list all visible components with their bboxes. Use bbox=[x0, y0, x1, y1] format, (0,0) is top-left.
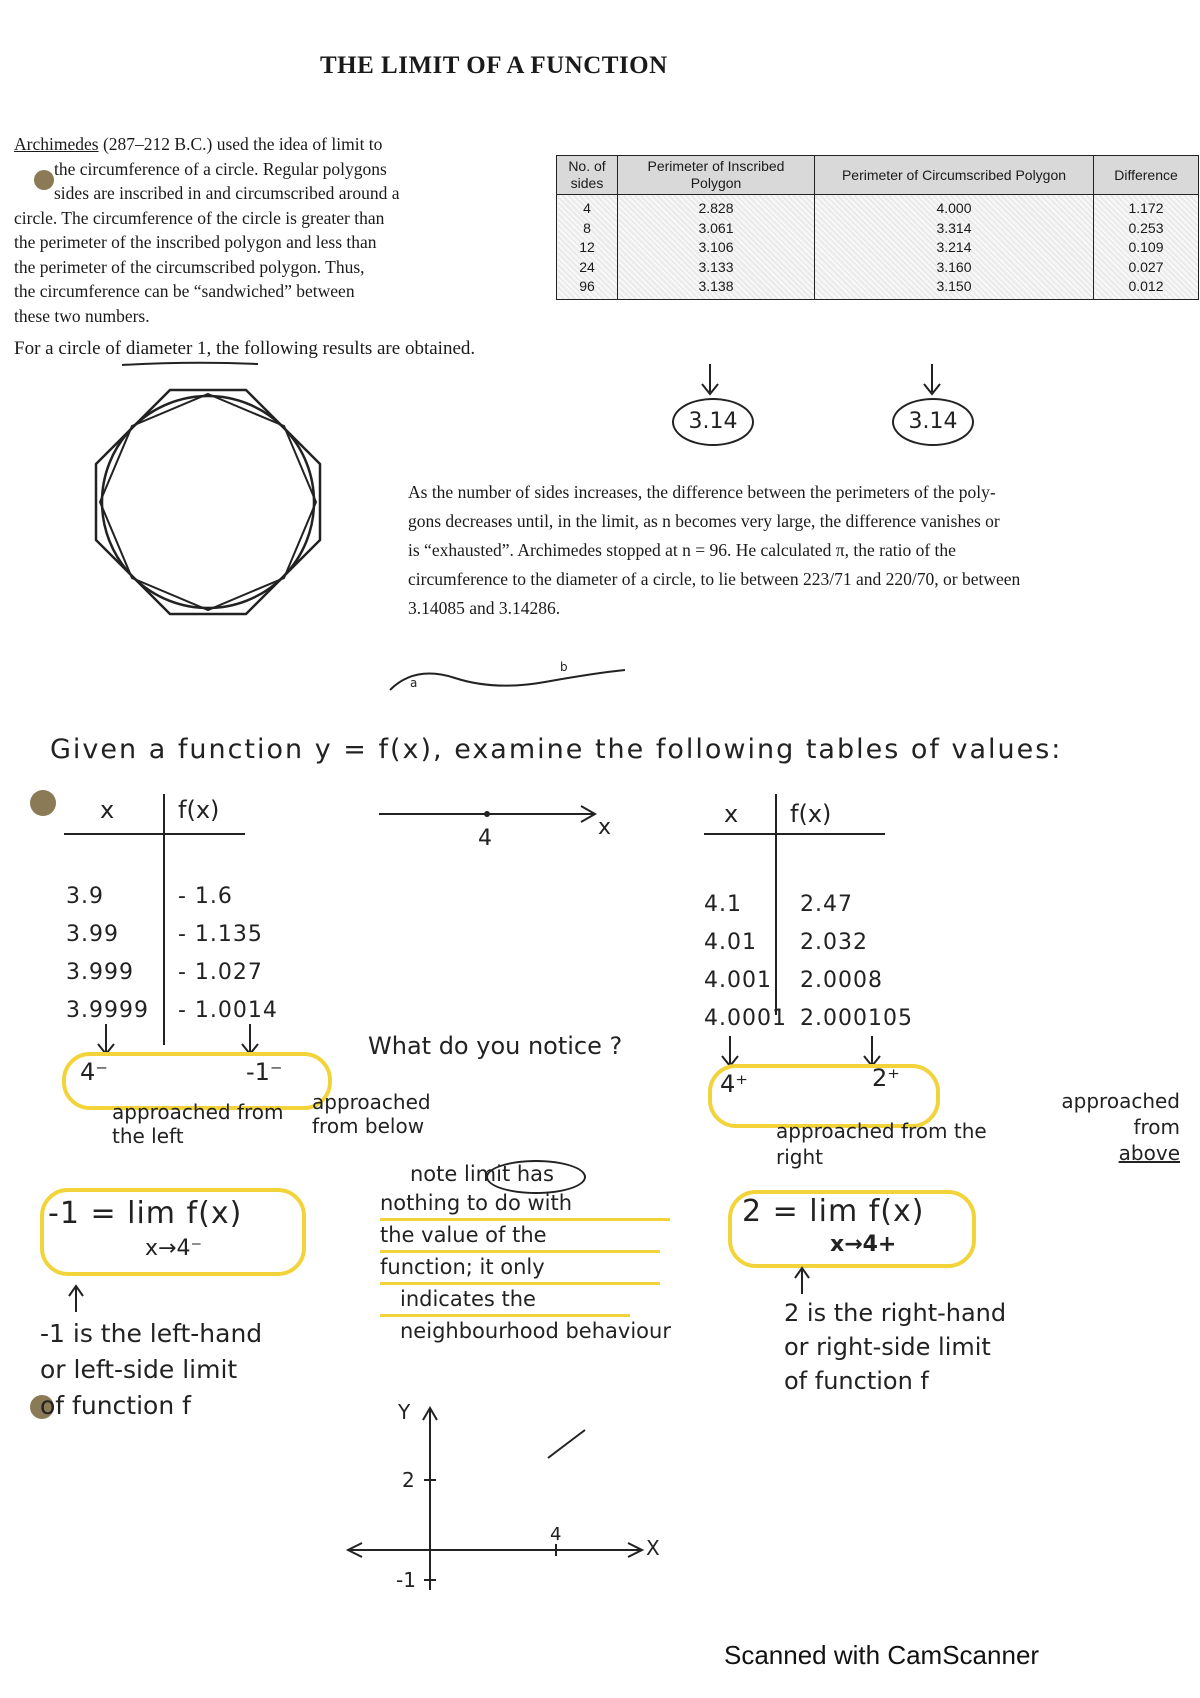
up-arrow bbox=[66, 1284, 86, 1314]
table-cell: 3.9999 bbox=[66, 998, 149, 1023]
table-cell: 2.47 bbox=[800, 892, 853, 917]
page-title: THE LIMIT OF A FUNCTION bbox=[320, 52, 668, 79]
table-cell: 3.99 bbox=[66, 922, 119, 947]
inscribed-value: 3.133 bbox=[698, 258, 734, 275]
graph-y-tick: -1 bbox=[396, 1568, 416, 1592]
graph-x-tick: 4 bbox=[550, 1524, 562, 1545]
right-approach-fx: 2⁺ bbox=[872, 1064, 900, 1092]
graph-y-tick: 2 bbox=[402, 1468, 415, 1492]
para-line: circle. The circumference of the circle is greater than bbox=[14, 207, 385, 228]
para-line: the perimeter of the circumscribed polygon. Thus, bbox=[14, 256, 365, 277]
middle-note-line: nothing to do with bbox=[380, 1189, 670, 1221]
table-cell: 4.01 bbox=[704, 930, 757, 955]
table-cell bbox=[815, 195, 1094, 300]
middle-note-line: indicates the bbox=[380, 1285, 630, 1317]
given-statement: Given a function y = f(x), examine the following tables of values: bbox=[50, 734, 1063, 765]
circumscribed-value: 4.000 bbox=[936, 200, 972, 216]
left-limit-line2: x→4⁻ bbox=[145, 1236, 203, 1261]
circumscribed-value: 3.160 bbox=[936, 258, 972, 275]
table-cell: 4.1 bbox=[704, 892, 742, 917]
para-line: these two numbers. bbox=[14, 305, 150, 326]
sketch-label-a: a bbox=[410, 676, 418, 690]
table-cell: 3.999 bbox=[66, 960, 134, 985]
number-line bbox=[375, 800, 615, 830]
para-line: the circumference of a circle. Regular polygons bbox=[54, 158, 387, 179]
para-line: (287–212 B.C.) used the idea of limit to bbox=[98, 134, 383, 154]
graph-y-label: Y bbox=[398, 1400, 411, 1424]
para-line: the perimeter of the inscribed polygon and less than bbox=[14, 232, 377, 252]
left-approach-fx: -1⁻ bbox=[246, 1058, 283, 1086]
difference-value: 0.027 bbox=[1128, 258, 1164, 275]
inscribed-limit-approx: 3.14 bbox=[672, 398, 754, 446]
left-table-x-column bbox=[66, 878, 149, 1030]
middle-note-line: note limit has bbox=[410, 1162, 554, 1186]
right-limit-line1: 2 = lim f(x) bbox=[742, 1194, 925, 1229]
right-conclusion bbox=[784, 1296, 1006, 1398]
difference-value: 0.253 bbox=[1128, 219, 1164, 236]
archimedes-paragraph bbox=[14, 132, 464, 328]
polygon-perimeter-table bbox=[556, 155, 1199, 300]
conclusion-line: As the number of sides increases, the difference between the perimeters of the poly- bbox=[408, 482, 996, 502]
archimedes-conclusion bbox=[408, 478, 1083, 623]
table-cell: 2.000105 bbox=[800, 1006, 913, 1031]
left-table-fx-column bbox=[178, 878, 278, 1030]
inscribed-circumscribed-polygons-diagram bbox=[88, 382, 328, 622]
inscribed-value: 3.061 bbox=[698, 219, 734, 236]
table-cell: - 1.6 bbox=[178, 884, 233, 909]
table-cell: - 1.135 bbox=[178, 922, 263, 947]
table-cell: 2.032 bbox=[800, 930, 868, 955]
left-approach-x: 4⁻ bbox=[80, 1058, 108, 1086]
table-cell: 4.0001 bbox=[704, 1006, 787, 1031]
right-note-line: approached bbox=[1061, 1089, 1180, 1113]
table-cell: 3.9 bbox=[66, 884, 104, 909]
difference-value: 0.109 bbox=[1128, 239, 1164, 255]
inscribed-value: 2.828 bbox=[698, 200, 734, 216]
right-conclusion-line: or right-side limit bbox=[784, 1333, 991, 1361]
underline-mark bbox=[120, 360, 260, 368]
circumscribed-limit-approx: 3.14 bbox=[892, 398, 974, 446]
graph-x-label: X bbox=[646, 1536, 660, 1560]
up-arrow bbox=[792, 1266, 812, 1296]
table-cell: 2.0008 bbox=[800, 968, 883, 993]
right-table-fx-column bbox=[800, 886, 913, 1038]
right-approach-x: 4⁺ bbox=[720, 1070, 748, 1098]
para-line: sides are inscribed in and circumscribed around a bbox=[54, 183, 400, 203]
punch-hole-mark bbox=[34, 170, 54, 190]
right-conclusion-line: 2 is the right-hand bbox=[784, 1299, 1007, 1327]
archimedes-name: Archimedes bbox=[14, 134, 99, 154]
left-table-header-x: x bbox=[100, 796, 115, 824]
limit-graph bbox=[340, 1400, 680, 1600]
curve-sketch bbox=[385, 660, 630, 710]
down-arrows bbox=[640, 362, 960, 402]
table-header: No. of sides bbox=[557, 156, 618, 195]
table-header: Perimeter of Circumscribed Polygon bbox=[815, 156, 1094, 195]
conclusion-line: gons decreases until, in the limit, as n becomes very large, the difference vanishes or bbox=[408, 511, 1000, 531]
table-row bbox=[557, 195, 1199, 300]
left-table-header-fx: f(x) bbox=[178, 796, 220, 824]
left-conclusion bbox=[40, 1316, 262, 1424]
sides-value: 4 bbox=[583, 200, 591, 216]
inscribed-value: 3.138 bbox=[698, 278, 734, 294]
punch-hole-mark bbox=[30, 790, 56, 816]
middle-note-line: the value of the bbox=[380, 1221, 660, 1253]
right-table-header-fx: f(x) bbox=[790, 800, 832, 828]
right-note-fx bbox=[965, 1088, 1180, 1166]
table-header: Perimeter of Inscribed Polygon bbox=[618, 156, 815, 195]
right-note-line: above bbox=[1118, 1141, 1180, 1165]
number-line-point: 4 bbox=[478, 826, 492, 851]
middle-note-line: function; it only bbox=[380, 1253, 660, 1285]
circumscribed-value: 3.150 bbox=[936, 278, 972, 294]
sides-value: 24 bbox=[579, 258, 595, 275]
right-conclusion-line: of function f bbox=[784, 1367, 929, 1395]
question: What do you notice ? bbox=[368, 1032, 623, 1060]
conclusion-line: 3.14085 and 3.14286. bbox=[408, 598, 561, 618]
sides-value: 8 bbox=[583, 219, 591, 236]
sketch-label-b: b bbox=[560, 660, 568, 674]
number-line-axis-label: x bbox=[598, 815, 612, 840]
right-note-line: from bbox=[1133, 1115, 1180, 1139]
left-conclusion-line: -1 is the left-hand bbox=[40, 1319, 263, 1348]
table-cell: - 1.027 bbox=[178, 960, 263, 985]
left-limit-line1: -1 = lim f(x) bbox=[48, 1196, 243, 1231]
sides-value: 12 bbox=[579, 239, 595, 255]
right-table-x-column bbox=[704, 886, 787, 1038]
table-header: Difference bbox=[1094, 156, 1199, 195]
circumscribed-value: 3.214 bbox=[936, 239, 972, 255]
circle-results-line: For a circle of diameter 1, the following results are obtained. bbox=[14, 338, 476, 359]
difference-value: 0.012 bbox=[1128, 278, 1164, 294]
left-note-x: approached from the left bbox=[112, 1100, 284, 1148]
sides-value: 96 bbox=[579, 278, 595, 294]
scanner-watermark: Scanned with CamScanner bbox=[724, 1640, 1040, 1670]
right-table-header-x: x bbox=[724, 800, 739, 828]
table-cell: - 1.0014 bbox=[178, 998, 278, 1023]
left-conclusion-line: of function f bbox=[40, 1391, 191, 1420]
table-cell bbox=[618, 195, 815, 300]
left-note-fx: approached from below bbox=[312, 1090, 431, 1138]
difference-value: 1.172 bbox=[1128, 200, 1164, 216]
middle-note-line: neighbourhood behaviour bbox=[400, 1319, 671, 1343]
left-conclusion-line: or left-side limit bbox=[40, 1355, 238, 1384]
right-note-x: approached from the right bbox=[776, 1119, 987, 1169]
conclusion-line: circumference to the diameter of a circle, to lie between 223/71 and 220/70, or between bbox=[408, 569, 1021, 589]
circumscribed-value: 3.314 bbox=[936, 219, 972, 236]
right-limit-line2: x→4+ bbox=[830, 1232, 897, 1257]
inscribed-value: 3.106 bbox=[698, 239, 734, 255]
limit-circle-mark bbox=[486, 1160, 586, 1194]
table-cell bbox=[557, 195, 618, 300]
table-cell bbox=[1094, 195, 1199, 300]
table-cell: 4.001 bbox=[704, 968, 772, 993]
conclusion-line: is “exhausted”. Archimedes stopped at n = 96. He calculated π, the ratio of the bbox=[408, 540, 956, 560]
para-line: the circumference can be “sandwiched” between bbox=[14, 281, 355, 301]
